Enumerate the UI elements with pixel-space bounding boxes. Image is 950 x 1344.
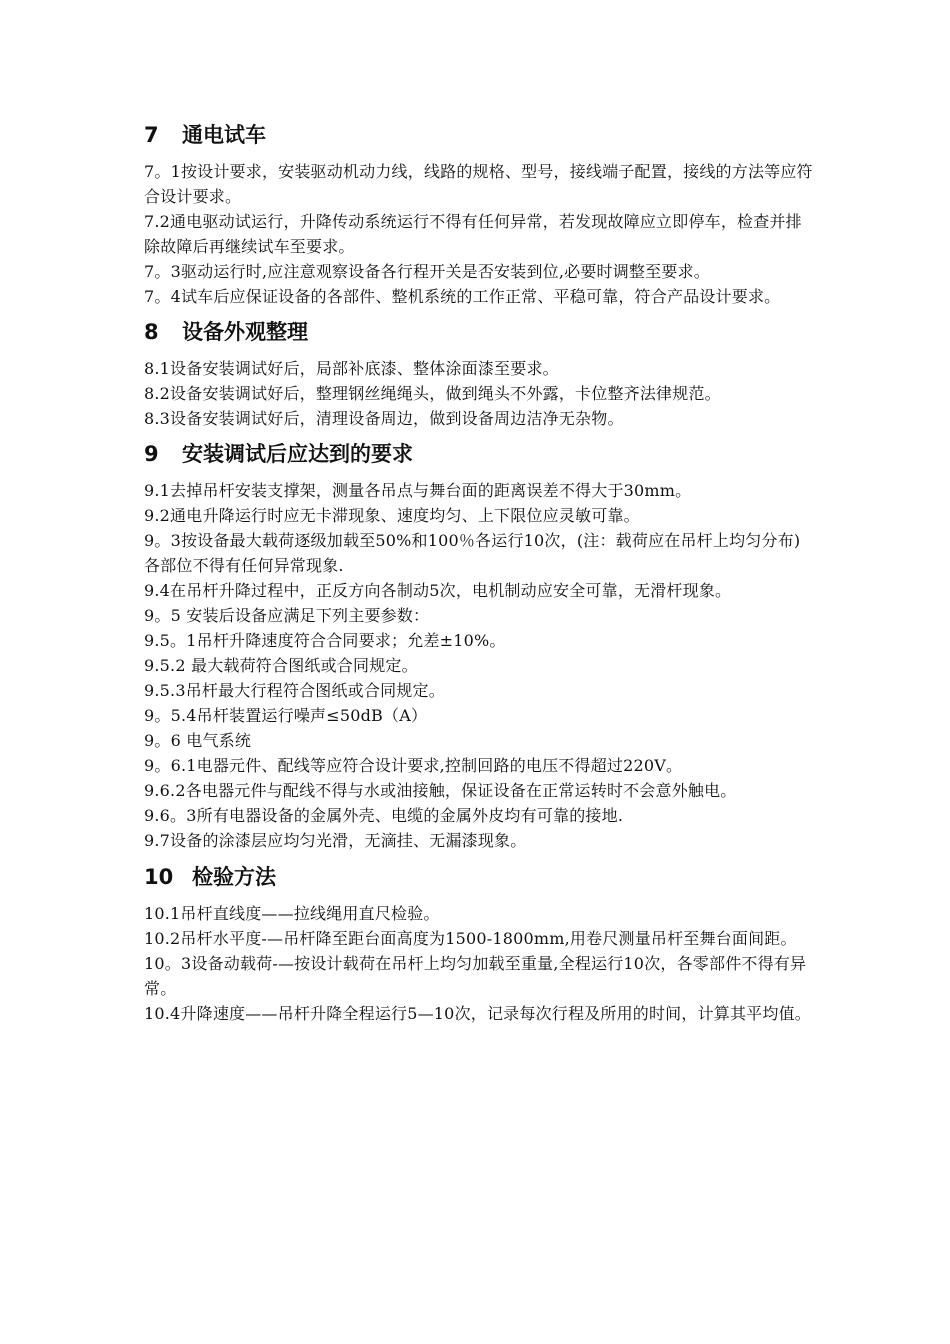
paragraph: 9.7设备的涂漆层应均匀光滑，无滴挂、无漏漆现象。 (144, 831, 527, 850)
section-number: 7 (144, 123, 159, 147)
paragraph: 7.2通电驱动试运行，升降传动系统运行不得有任何异常，若发现故障应立即停车，检查并排除故障后再继续试车至要求。 (144, 212, 802, 256)
paragraph: 9.6.2各电器元件与配线不得与水或油接触，保证设备在正常运转时不会意外触电。 (144, 781, 737, 800)
paragraph: 10.1吊杆直线度——拉线绳用直尺检验。 (144, 904, 440, 923)
paragraph: 9.1去掉吊杆安装支撑架，测量各吊点与舞台面的距离误差不得大于30mm。 (144, 481, 692, 500)
paragraph: 8.2设备安装调试好后，整理钢丝绳绳头，做到绳头不外露，卡位整齐法律规范。 (144, 384, 721, 403)
section-8 (144, 315, 816, 431)
section-title: 检验方法 (192, 865, 276, 889)
paragraph: 9。6 电气系统 (144, 731, 252, 750)
document-page (144, 118, 816, 1026)
paragraph: 9.2通电升降运行时应无卡滞现象、速度均匀、上下限位应灵敏可靠。 (144, 506, 640, 525)
section-number: 8 (144, 320, 159, 344)
section-title: 安装调试后应达到的要求 (182, 442, 413, 466)
paragraph: 9.5.3吊杆最大行程符合图纸或合同规定。 (144, 681, 445, 700)
paragraph: 10。3设备动载荷-—按设计载荷在吊杆上均匀加载至重量,全程运行10次，各零部件不得有异常。 (144, 954, 807, 998)
paragraph: 7。1按设计要求，安装驱动机动力线，线路的规格、型号，接线端子配置，接线的方法等应符合设计要求。 (144, 162, 813, 206)
paragraph: 9。6.1电器元件、配线等应符合设计要求,控制回路的电压不得超过220V。 (144, 756, 683, 775)
paragraph: 7。4试车后应保证设备的各部件、整机系统的工作正常、平稳可靠，符合产品设计要求。 (144, 287, 781, 306)
section-title: 设备外观整理 (182, 320, 308, 344)
section-heading (144, 437, 816, 471)
paragraph: 9。3按设备最大载荷逐级加载至50%和100％各运行10次，(注：载荷应在吊杆上均匀分布)各部位不得有任何异常现象. (144, 531, 801, 575)
paragraph: 7。3驱动运行时,应注意观察设备各行程开关是否安装到位,必要时调整至要求。 (144, 262, 710, 281)
paragraph: 10.2吊杆水平度-—吊杆降至距台面高度为1500-1800mm,用卷尺测量吊杆至舞台面间距。 (144, 929, 797, 948)
section-heading (144, 860, 816, 894)
section-number: 10 (144, 865, 174, 889)
paragraph: 9.5。1吊杆升降速度符合合同要求；允差±10%。 (144, 631, 506, 650)
section-10 (144, 860, 816, 1026)
section-number: 9 (144, 442, 159, 466)
paragraph: 9。5 安装后设备应满足下列主要参数： (144, 606, 430, 625)
section-title: 通电试车 (182, 123, 266, 147)
paragraph: 10.4升降速度——吊杆升降全程运行5—10次，记录每次行程及所用的时间，计算其平均值。 (144, 1004, 811, 1023)
paragraph: 9.5.2 最大载荷符合图纸或合同规定。 (144, 656, 418, 675)
paragraph: 8.3设备安装调试好后，清理设备周边，做到设备周边洁净无杂物。 (144, 409, 624, 428)
section-7 (144, 118, 816, 309)
paragraph: 9.4在吊杆升降过程中，正反方向各制动5次，电机制动应安全可靠，无滑杆现象。 (144, 581, 732, 600)
paragraph: 8.1设备安装调试好后，局部补底漆、整体涂面漆至要求。 (144, 359, 559, 378)
section-heading (144, 315, 816, 349)
paragraph: 9。5.4吊杆装置运行噪声≤50dB（A） (144, 706, 428, 725)
section-heading (144, 118, 816, 152)
paragraph: 9.6。3所有电器设备的金属外壳、电缆的金属外皮均有可靠的接地. (144, 806, 624, 825)
section-9 (144, 437, 816, 853)
